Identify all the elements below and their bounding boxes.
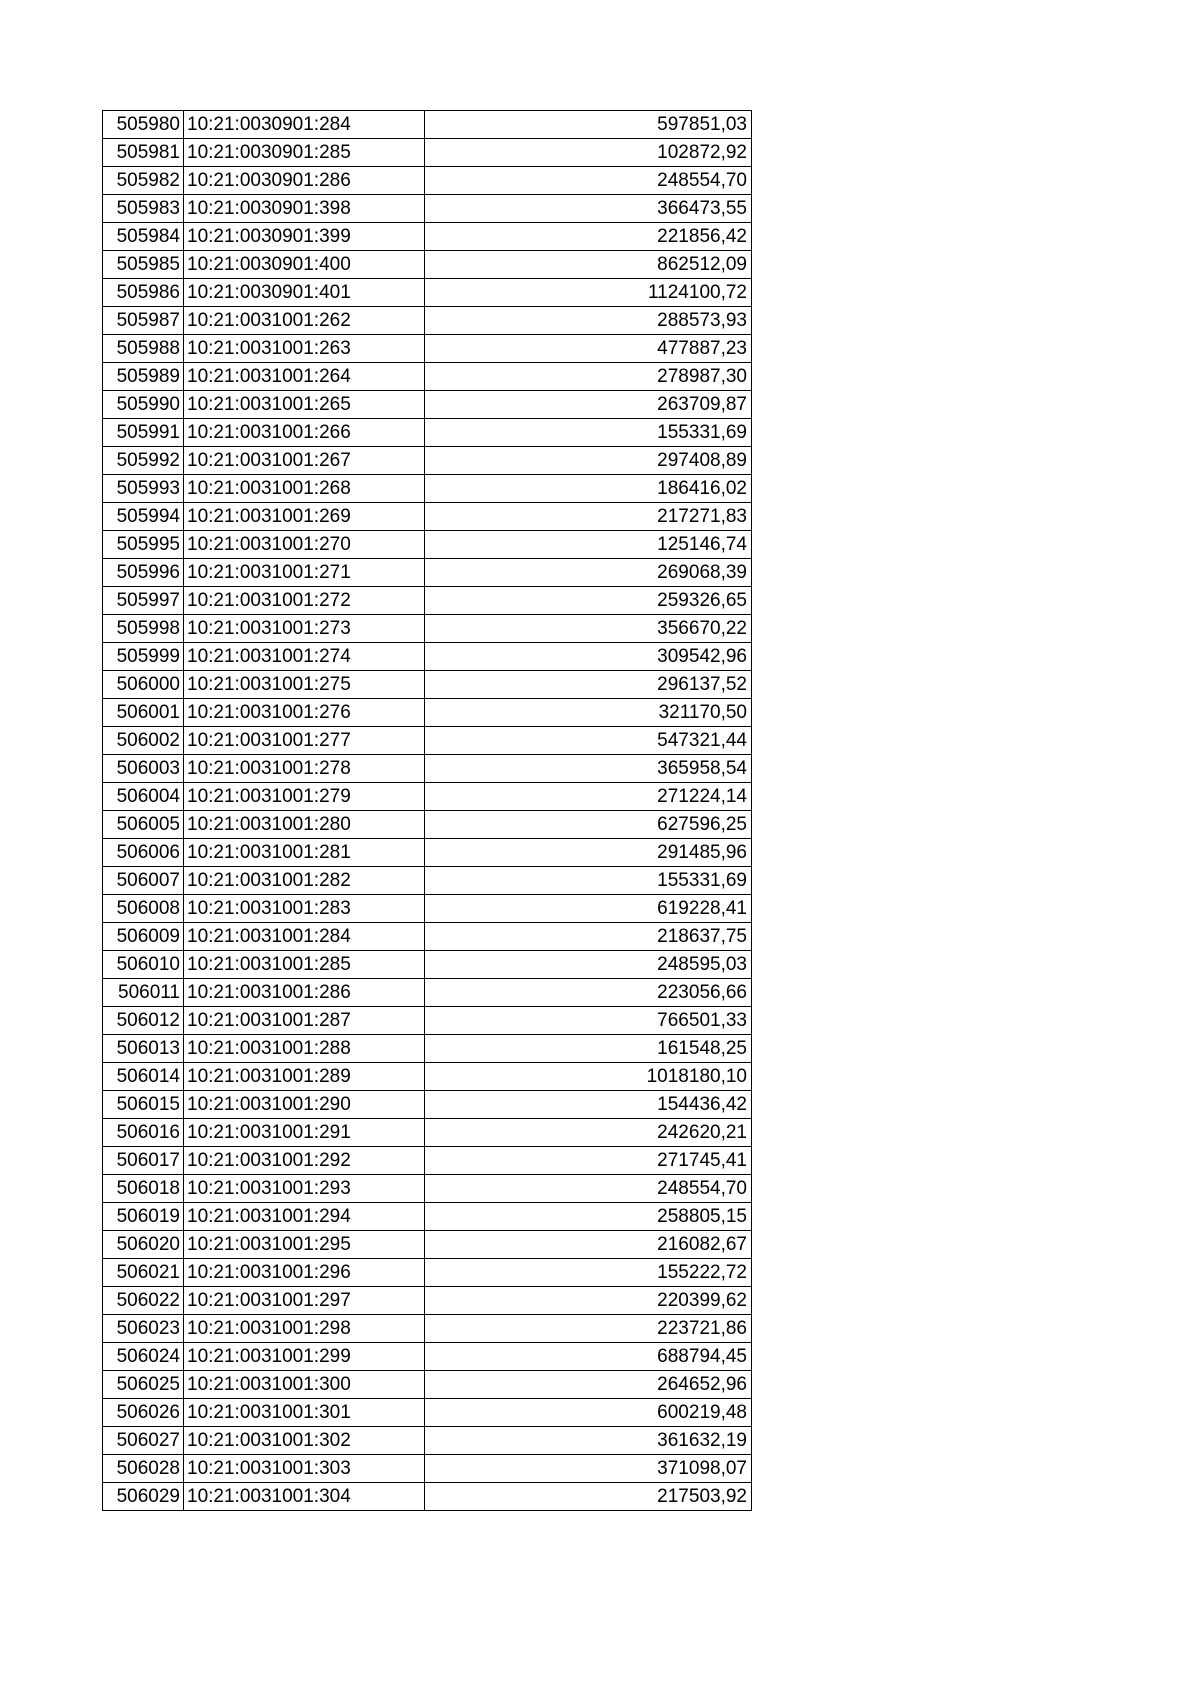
value-cell: 309542,96 (425, 643, 752, 671)
table-row (103, 363, 752, 391)
table-row (103, 1315, 752, 1343)
value-cell: 221856,42 (425, 223, 752, 251)
table-row (103, 167, 752, 195)
value-cell: 269068,39 (425, 559, 752, 587)
value-cell: 186416,02 (425, 475, 752, 503)
table-row (103, 643, 752, 671)
cadastral-number-cell: 10:21:0031001:304 (184, 1483, 425, 1511)
cadastral-number-cell: 10:21:0030901:399 (184, 223, 425, 251)
value-cell: 366473,55 (425, 195, 752, 223)
table-row (103, 699, 752, 727)
value-cell: 371098,07 (425, 1455, 752, 1483)
row-number-cell: 505991 (103, 419, 184, 447)
table-row (103, 1343, 752, 1371)
row-number-cell: 505982 (103, 167, 184, 195)
cadastral-number-cell: 10:21:0031001:286 (184, 979, 425, 1007)
table-row (103, 727, 752, 755)
cadastral-number-cell: 10:21:0031001:292 (184, 1147, 425, 1175)
table-row (103, 1063, 752, 1091)
table-row (103, 1175, 752, 1203)
value-cell: 155331,69 (425, 867, 752, 895)
row-number-cell: 505988 (103, 335, 184, 363)
table-row (103, 475, 752, 503)
cadastral-number-cell: 10:21:0031001:269 (184, 503, 425, 531)
table-row (103, 587, 752, 615)
row-number-cell: 506006 (103, 839, 184, 867)
row-number-cell: 505983 (103, 195, 184, 223)
row-number-cell: 506003 (103, 755, 184, 783)
row-number-cell: 506029 (103, 1483, 184, 1511)
row-number-cell: 505980 (103, 111, 184, 139)
row-number-cell: 506014 (103, 1063, 184, 1091)
cadastral-number-cell: 10:21:0031001:293 (184, 1175, 425, 1203)
value-cell: 248554,70 (425, 167, 752, 195)
value-cell: 220399,62 (425, 1287, 752, 1315)
table-body (103, 111, 752, 1511)
cadastral-number-cell: 10:21:0031001:299 (184, 1343, 425, 1371)
value-cell: 263709,87 (425, 391, 752, 419)
row-number-cell: 505990 (103, 391, 184, 419)
cadastral-number-cell: 10:21:0031001:291 (184, 1119, 425, 1147)
row-number-cell: 505998 (103, 615, 184, 643)
cadastral-number-cell: 10:21:0031001:274 (184, 643, 425, 671)
cadastral-number-cell: 10:21:0030901:286 (184, 167, 425, 195)
table-row (103, 1147, 752, 1175)
value-cell: 259326,65 (425, 587, 752, 615)
value-cell: 102872,92 (425, 139, 752, 167)
table-row (103, 1231, 752, 1259)
row-number-cell: 506001 (103, 699, 184, 727)
row-number-cell: 506016 (103, 1119, 184, 1147)
table-row (103, 671, 752, 699)
value-cell: 155222,72 (425, 1259, 752, 1287)
value-cell: 216082,67 (425, 1231, 752, 1259)
table-row (103, 447, 752, 475)
cadastral-number-cell: 10:21:0031001:297 (184, 1287, 425, 1315)
value-cell: 242620,21 (425, 1119, 752, 1147)
value-cell: 217503,92 (425, 1483, 752, 1511)
row-number-cell: 505981 (103, 139, 184, 167)
table-row (103, 531, 752, 559)
table-row (103, 867, 752, 895)
row-number-cell: 506017 (103, 1147, 184, 1175)
row-number-cell: 506008 (103, 895, 184, 923)
value-cell: 154436,42 (425, 1091, 752, 1119)
cadastral-number-cell: 10:21:0031001:290 (184, 1091, 425, 1119)
cadastral-number-cell: 10:21:0031001:262 (184, 307, 425, 335)
row-number-cell: 506028 (103, 1455, 184, 1483)
cadastral-number-cell: 10:21:0030901:398 (184, 195, 425, 223)
row-number-cell: 506026 (103, 1399, 184, 1427)
table-row (103, 1007, 752, 1035)
table-row (103, 1399, 752, 1427)
table-row (103, 503, 752, 531)
value-cell: 1124100,72 (425, 279, 752, 307)
row-number-cell: 506010 (103, 951, 184, 979)
table-row (103, 1427, 752, 1455)
cadastral-number-cell: 10:21:0031001:277 (184, 727, 425, 755)
value-cell: 264652,96 (425, 1371, 752, 1399)
row-number-cell: 506011 (103, 979, 184, 1007)
table-row (103, 1455, 752, 1483)
value-cell: 619228,41 (425, 895, 752, 923)
row-number-cell: 505997 (103, 587, 184, 615)
cadastral-number-cell: 10:21:0031001:298 (184, 1315, 425, 1343)
row-number-cell: 505996 (103, 559, 184, 587)
cadastral-number-cell: 10:21:0031001:271 (184, 559, 425, 587)
table-row (103, 251, 752, 279)
table-row (103, 307, 752, 335)
table-row (103, 1119, 752, 1147)
cadastral-number-cell: 10:21:0031001:264 (184, 363, 425, 391)
table-row (103, 279, 752, 307)
row-number-cell: 505989 (103, 363, 184, 391)
value-cell: 223056,66 (425, 979, 752, 1007)
cadastral-number-cell: 10:21:0031001:273 (184, 615, 425, 643)
value-cell: 223721,86 (425, 1315, 752, 1343)
cadastral-number-cell: 10:21:0031001:282 (184, 867, 425, 895)
cadastral-number-cell: 10:21:0031001:285 (184, 951, 425, 979)
cadastral-number-cell: 10:21:0031001:272 (184, 587, 425, 615)
cadastral-number-cell: 10:21:0031001:265 (184, 391, 425, 419)
value-cell: 321170,50 (425, 699, 752, 727)
row-number-cell: 506021 (103, 1259, 184, 1287)
value-cell: 218637,75 (425, 923, 752, 951)
row-number-cell: 506020 (103, 1231, 184, 1259)
cadastral-number-cell: 10:21:0030901:284 (184, 111, 425, 139)
cadastral-number-cell: 10:21:0031001:263 (184, 335, 425, 363)
table-row (103, 1091, 752, 1119)
value-cell: 161548,25 (425, 1035, 752, 1063)
table-row (103, 755, 752, 783)
value-cell: 288573,93 (425, 307, 752, 335)
value-cell: 688794,45 (425, 1343, 752, 1371)
row-number-cell: 506009 (103, 923, 184, 951)
table-row (103, 1259, 752, 1287)
value-cell: 296137,52 (425, 671, 752, 699)
cadastral-number-cell: 10:21:0031001:280 (184, 811, 425, 839)
table-row (103, 1203, 752, 1231)
table-row (103, 1287, 752, 1315)
row-number-cell: 506019 (103, 1203, 184, 1231)
value-cell: 271224,14 (425, 783, 752, 811)
value-cell: 627596,25 (425, 811, 752, 839)
value-cell: 477887,23 (425, 335, 752, 363)
row-number-cell: 506018 (103, 1175, 184, 1203)
table-row (103, 1483, 752, 1511)
row-number-cell: 506025 (103, 1371, 184, 1399)
table-row (103, 951, 752, 979)
row-number-cell: 506002 (103, 727, 184, 755)
value-cell: 278987,30 (425, 363, 752, 391)
row-number-cell: 506004 (103, 783, 184, 811)
cadastral-number-cell: 10:21:0031001:270 (184, 531, 425, 559)
row-number-cell: 506005 (103, 811, 184, 839)
row-number-cell: 506012 (103, 1007, 184, 1035)
value-cell: 271745,41 (425, 1147, 752, 1175)
table-row (103, 195, 752, 223)
cadastral-number-cell: 10:21:0031001:302 (184, 1427, 425, 1455)
row-number-cell: 505984 (103, 223, 184, 251)
value-cell: 365958,54 (425, 755, 752, 783)
value-cell: 155331,69 (425, 419, 752, 447)
value-cell: 547321,44 (425, 727, 752, 755)
row-number-cell: 505993 (103, 475, 184, 503)
table-row (103, 839, 752, 867)
value-cell: 248554,70 (425, 1175, 752, 1203)
row-number-cell: 505995 (103, 531, 184, 559)
table-row (103, 811, 752, 839)
row-number-cell: 506015 (103, 1091, 184, 1119)
cadastral-number-cell: 10:21:0031001:267 (184, 447, 425, 475)
value-cell: 297408,89 (425, 447, 752, 475)
table-row (103, 895, 752, 923)
table-row (103, 923, 752, 951)
value-cell: 1018180,10 (425, 1063, 752, 1091)
row-number-cell: 505986 (103, 279, 184, 307)
cadastral-number-cell: 10:21:0031001:300 (184, 1371, 425, 1399)
cadastral-number-cell: 10:21:0031001:294 (184, 1203, 425, 1231)
cadastral-number-cell: 10:21:0031001:268 (184, 475, 425, 503)
cadastral-number-cell: 10:21:0031001:275 (184, 671, 425, 699)
cadastral-number-cell: 10:21:0030901:400 (184, 251, 425, 279)
row-number-cell: 506022 (103, 1287, 184, 1315)
row-number-cell: 506007 (103, 867, 184, 895)
cadastral-number-cell: 10:21:0031001:266 (184, 419, 425, 447)
table-row (103, 979, 752, 1007)
row-number-cell: 506024 (103, 1343, 184, 1371)
cadastral-number-cell: 10:21:0031001:288 (184, 1035, 425, 1063)
table-row (103, 559, 752, 587)
value-cell: 597851,03 (425, 111, 752, 139)
row-number-cell: 505994 (103, 503, 184, 531)
table-row (103, 615, 752, 643)
value-cell: 217271,83 (425, 503, 752, 531)
row-number-cell: 506027 (103, 1427, 184, 1455)
row-number-cell: 505987 (103, 307, 184, 335)
row-number-cell: 506000 (103, 671, 184, 699)
cadastral-number-cell: 10:21:0031001:279 (184, 783, 425, 811)
table-row (103, 419, 752, 447)
table-row (103, 111, 752, 139)
row-number-cell: 505985 (103, 251, 184, 279)
cadastral-number-cell: 10:21:0030901:285 (184, 139, 425, 167)
table-row (103, 223, 752, 251)
value-cell: 361632,19 (425, 1427, 752, 1455)
row-number-cell: 506013 (103, 1035, 184, 1063)
data-table (102, 110, 752, 1511)
row-number-cell: 505992 (103, 447, 184, 475)
table-row (103, 391, 752, 419)
value-cell: 600219,48 (425, 1399, 752, 1427)
table-row (103, 783, 752, 811)
cadastral-number-cell: 10:21:0031001:301 (184, 1399, 425, 1427)
cadastral-number-cell: 10:21:0031001:283 (184, 895, 425, 923)
cadastral-number-cell: 10:21:0031001:278 (184, 755, 425, 783)
cadastral-number-cell: 10:21:0031001:303 (184, 1455, 425, 1483)
table-row (103, 335, 752, 363)
value-cell: 291485,96 (425, 839, 752, 867)
table-row (103, 1371, 752, 1399)
value-cell: 862512,09 (425, 251, 752, 279)
cadastral-number-cell: 10:21:0031001:289 (184, 1063, 425, 1091)
row-number-cell: 505999 (103, 643, 184, 671)
row-number-cell: 506023 (103, 1315, 184, 1343)
table-row (103, 1035, 752, 1063)
cadastral-number-cell: 10:21:0031001:295 (184, 1231, 425, 1259)
cadastral-number-cell: 10:21:0031001:287 (184, 1007, 425, 1035)
cadastral-number-cell: 10:21:0031001:296 (184, 1259, 425, 1287)
value-cell: 258805,15 (425, 1203, 752, 1231)
value-cell: 125146,74 (425, 531, 752, 559)
cadastral-number-cell: 10:21:0031001:276 (184, 699, 425, 727)
cadastral-number-cell: 10:21:0031001:281 (184, 839, 425, 867)
cadastral-number-cell: 10:21:0030901:401 (184, 279, 425, 307)
table-row (103, 139, 752, 167)
value-cell: 356670,22 (425, 615, 752, 643)
value-cell: 766501,33 (425, 1007, 752, 1035)
cadastral-number-cell: 10:21:0031001:284 (184, 923, 425, 951)
value-cell: 248595,03 (425, 951, 752, 979)
